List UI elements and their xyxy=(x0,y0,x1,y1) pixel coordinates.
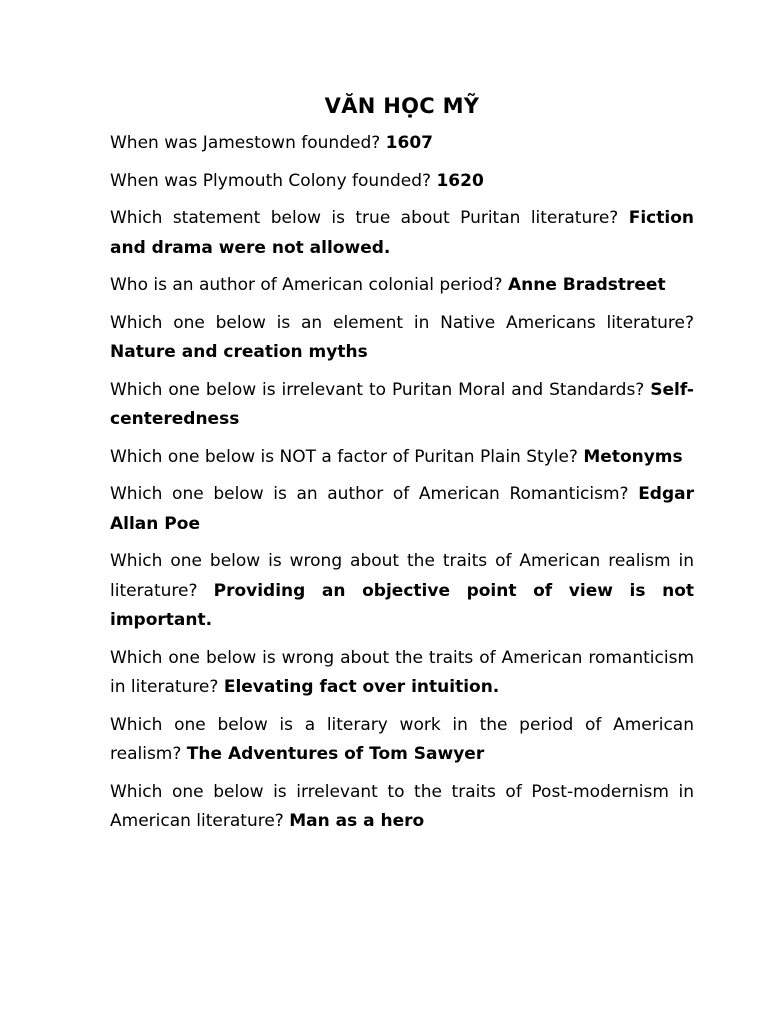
qa-item xyxy=(110,547,694,636)
question-text: Which one below is a literary work in the period of American realism? xyxy=(110,714,694,764)
question-text: Which one below is NOT a factor of Puritan Plain Style? xyxy=(110,446,584,467)
answer-text: Edgar Allan Poe xyxy=(110,484,694,534)
answer-text: Metonyms xyxy=(583,446,683,467)
answer-text: 1620 xyxy=(436,170,484,191)
document-title: VĂN HỌC MỸ xyxy=(324,94,480,118)
qa-item xyxy=(110,167,694,197)
question-text: Who is an author of American colonial period? xyxy=(110,275,508,295)
question-text: Which one below is wrong about the traits of American realism in literature? xyxy=(110,551,694,601)
qa-item xyxy=(110,443,694,473)
qa-item xyxy=(110,644,694,703)
answer-text: Anne Bradstreet xyxy=(507,275,666,295)
answer-text: Nature and creation myths xyxy=(110,342,368,362)
question-text: When was Jamestown founded? xyxy=(110,133,386,153)
answer-text: Elevating fact over intuition. xyxy=(223,677,500,697)
qa-item xyxy=(110,711,694,770)
question-text: Which one below is irrelevant to the traits of Post-modernism in American literature? xyxy=(110,781,694,831)
qa-item xyxy=(110,129,694,159)
answer-text: Self-centeredness xyxy=(110,379,694,429)
answer-text: Fiction and drama were not allowed. xyxy=(110,208,694,258)
question-text: When was Plymouth Colony founded? xyxy=(110,170,437,191)
question-text: Which one below is irrelevant to Puritan Moral and Standards? xyxy=(110,379,651,400)
qa-item xyxy=(110,778,694,837)
question-text: Which one below is wrong about the traits of American romanticism in literature? xyxy=(110,647,694,697)
qa-item xyxy=(110,271,694,301)
question-text: Which statement below is true about Puritan literature? xyxy=(110,208,629,228)
answer-text: The Adventures of Tom Sawyer xyxy=(186,744,485,764)
answer-text: Man as a hero xyxy=(289,811,425,831)
answer-text: 1607 xyxy=(385,133,433,153)
qa-item xyxy=(110,480,694,539)
qa-item xyxy=(110,309,694,368)
qa-item xyxy=(110,204,694,263)
answer-text: Providing an objective point of view is not important. xyxy=(110,580,695,630)
qa-item xyxy=(110,376,694,435)
question-text: Which one below is an author of American Romanticism? xyxy=(110,484,639,504)
question-text: Which one below is an element in Native Americans literature? xyxy=(110,312,694,333)
